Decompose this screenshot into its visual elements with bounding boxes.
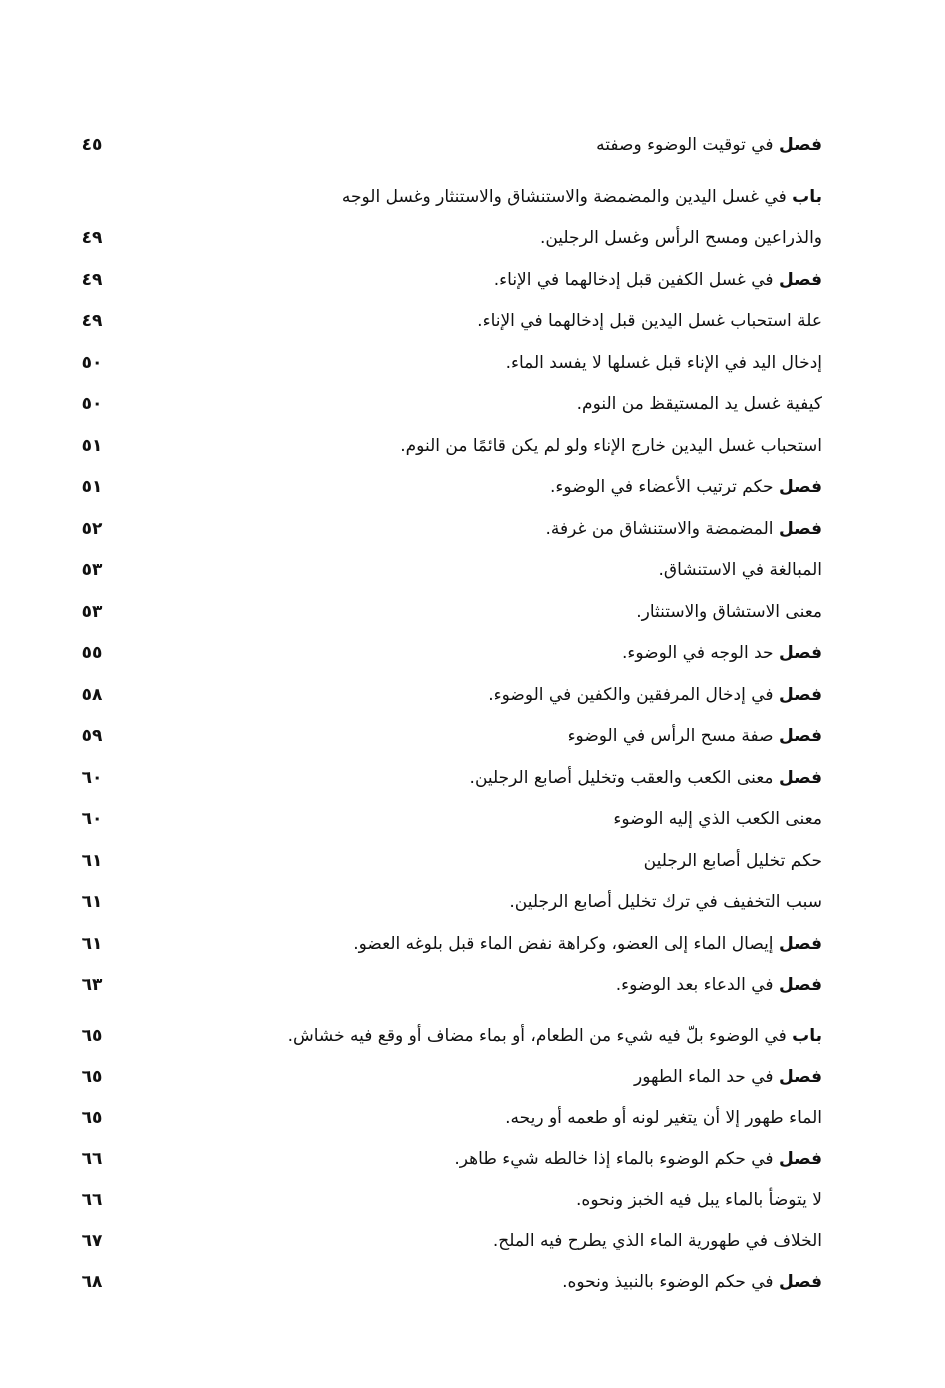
entry-text: [613, 802, 822, 836]
page-number: ٥٣: [81, 560, 103, 580]
entry-lead: فصل: [778, 768, 822, 788]
entry-lead: فصل: [778, 270, 822, 290]
entry-text: [568, 719, 822, 753]
entry-title: الماء طهور إلا أن يتغير لونه أو طعمه أو ريحه.: [505, 1108, 822, 1128]
entry-lead: باب: [792, 187, 822, 207]
entry-title: في الوضوء بلّ فيه شيء من الطعام، أو بماء مضاف أو وقع فيه خشاش.: [287, 1026, 787, 1046]
entry-title: المبالغة في الاستنشاق.: [658, 560, 822, 580]
entry-text: [540, 221, 822, 255]
entry-text: [644, 844, 822, 878]
entry-lead: فصل: [778, 726, 822, 746]
toc-row: [0, 1265, 945, 1299]
entry-title: إدخال اليد في الإناء قبل غسلها لا يفسد الماء.: [505, 353, 822, 373]
entry-title: في الدعاء بعد الوضوء.: [615, 975, 774, 995]
toc-row: [0, 512, 945, 546]
entry-text: [488, 678, 822, 712]
page-number: ٦٨: [81, 1272, 103, 1292]
entry-lead: فصل: [778, 975, 822, 995]
entry-lead: فصل: [778, 685, 822, 705]
page-number: ٥٩: [81, 726, 103, 746]
entry-text: [400, 429, 822, 463]
entry-lead: فصل: [778, 519, 822, 539]
page-number: ٦١: [81, 892, 103, 912]
entry-text: [353, 927, 822, 961]
entry-title: حكم ترتيب الأعضاء في الوضوء.: [549, 477, 774, 497]
entry-text: [470, 761, 822, 795]
page-number: ٦٧: [81, 1231, 103, 1251]
toc-row: [0, 595, 945, 629]
page-number: ٦٥: [81, 1067, 103, 1087]
toc-row: [0, 1060, 945, 1094]
entry-title: في توقيت الوضوء وصفته: [596, 135, 774, 155]
entry-text: [622, 636, 822, 670]
entry-text: [634, 1060, 822, 1094]
page-number: ٤٩: [81, 228, 103, 248]
entry-title: حد الوجه في الوضوء.: [621, 643, 774, 663]
entry-title: لا يتوضأ بالماء يبل فيه الخبز ونحوه.: [576, 1190, 822, 1210]
entry-text: [576, 1183, 822, 1217]
entry-text: [550, 470, 822, 504]
entry-title: في غسل الكفين قبل إدخالهما في الإناء.: [493, 270, 774, 290]
entry-text: [596, 128, 822, 162]
page-number: ٦٦: [81, 1190, 103, 1210]
entry-text: [494, 263, 822, 297]
entry-text: [493, 1224, 822, 1258]
entry-title: استحباب غسل اليدين خارج الإناء ولو لم يكن قائمًا من النوم.: [400, 436, 822, 456]
page-number: ٤٩: [81, 311, 103, 331]
toc-row: [0, 304, 945, 338]
page-number: ٦٠: [81, 809, 103, 829]
entry-title: في حكم الوضوء بالماء إذا خالطه شيء طاهر.: [454, 1149, 774, 1169]
entry-text: [506, 346, 822, 380]
entry-title: والذراعين ومسح الرأس وغسل الرجلين.: [539, 228, 822, 248]
toc-row: [0, 1142, 945, 1176]
entry-title: سبب التخفيف في ترك تخليل أصابع الرجلين.: [509, 892, 822, 912]
entry-lead: فصل: [778, 477, 822, 497]
toc-row: [0, 636, 945, 670]
page-number: ٥٢: [81, 519, 103, 539]
toc-row: [0, 927, 945, 961]
entry-title: في إدخال المرفقين والكفين في الوضوء.: [488, 685, 774, 705]
entry-lead: فصل: [778, 1067, 822, 1087]
entry-title: معنى الكعب الذي إليه الوضوء: [613, 809, 822, 829]
entry-lead: فصل: [778, 1272, 822, 1292]
page-number: ٤٥: [81, 135, 103, 155]
toc-row: [0, 470, 945, 504]
page-number: ٥٠: [81, 394, 103, 414]
toc-row: [0, 885, 945, 919]
entry-title: في غسل اليدين والمضمضة والاستنشاق والاستنثار وغسل الوجه: [341, 187, 787, 207]
page-number: ٥١: [81, 436, 103, 456]
entry-text: [477, 304, 822, 338]
page-number: ٦٣: [81, 975, 103, 995]
page-number: ٦١: [81, 851, 103, 871]
page-number: [62, 180, 122, 214]
toc-row: [0, 1224, 945, 1258]
toc-row: [0, 1019, 945, 1053]
toc-row: [0, 719, 945, 753]
page-number: ٦١: [81, 934, 103, 954]
toc-row: [0, 802, 945, 836]
entry-title: علة استحباب غسل اليدين قبل إدخالهما في الإناء.: [477, 311, 822, 331]
entry-text: [616, 968, 822, 1002]
page-number: ٥٥: [81, 643, 103, 663]
entry-title: كيفية غسل يد المستيقظ من النوم.: [576, 394, 822, 414]
page-number: ٤٩: [81, 270, 103, 290]
toc-row: [0, 1101, 945, 1135]
page-number: ٦٥: [81, 1026, 103, 1046]
entry-title: حكم تخليل أصابع الرجلين: [643, 851, 822, 871]
toc-row: [0, 221, 945, 255]
page-number: ٥٣: [81, 602, 103, 622]
entry-text: [342, 180, 822, 214]
toc-row: [0, 263, 945, 297]
entry-lead: فصل: [778, 934, 822, 954]
page-number: ٦٦: [81, 1149, 103, 1169]
entry-title: معنى الاستشاق والاستنثار.: [636, 602, 822, 622]
entry-text: [509, 885, 822, 919]
entry-lead: باب: [792, 1026, 822, 1046]
entry-text: [546, 512, 822, 546]
page-number: ٥١: [81, 477, 103, 497]
toc-row: [0, 429, 945, 463]
page-number: ٦٥: [81, 1108, 103, 1128]
entry-text: [636, 595, 822, 629]
toc-row: [0, 844, 945, 878]
entry-lead: فصل: [778, 643, 822, 663]
toc-row: [0, 1183, 945, 1217]
entry-text: [577, 387, 822, 421]
entry-title: إيصال الماء إلى العضو، وكراهة نفض الماء قبل بلوغه العضو.: [353, 934, 774, 954]
entry-title: في حد الماء الطهور: [634, 1067, 774, 1087]
toc-row: [0, 128, 945, 162]
entry-title: في حكم الوضوء بالنبيذ ونحوه.: [562, 1272, 774, 1292]
entry-title: صفة مسح الرأس في الوضوء: [567, 726, 774, 746]
entry-text: [288, 1019, 822, 1053]
entry-lead: فصل: [778, 135, 822, 155]
toc-row: [0, 761, 945, 795]
entry-text: [505, 1101, 822, 1135]
toc-row: [0, 387, 945, 421]
entry-text: [658, 553, 822, 587]
toc-row: [0, 553, 945, 587]
entry-text: [454, 1142, 822, 1176]
entry-text: [562, 1265, 822, 1299]
entry-lead: فصل: [778, 1149, 822, 1169]
entry-title: الخلاف في طهورية الماء الذي يطرح فيه الملح.: [492, 1231, 822, 1251]
toc-row: [0, 180, 945, 214]
page-number: ٥٠: [81, 353, 103, 373]
toc-row: [0, 346, 945, 380]
toc-row: [0, 968, 945, 1002]
toc-row: [0, 678, 945, 712]
entry-title: المضمضة والاستنشاق من غرفة.: [545, 519, 774, 539]
entry-title: معنى الكعب والعقب وتخليل أصابع الرجلين.: [469, 768, 774, 788]
page-number: ٥٨: [81, 685, 103, 705]
page-number: ٦٠: [81, 768, 103, 788]
